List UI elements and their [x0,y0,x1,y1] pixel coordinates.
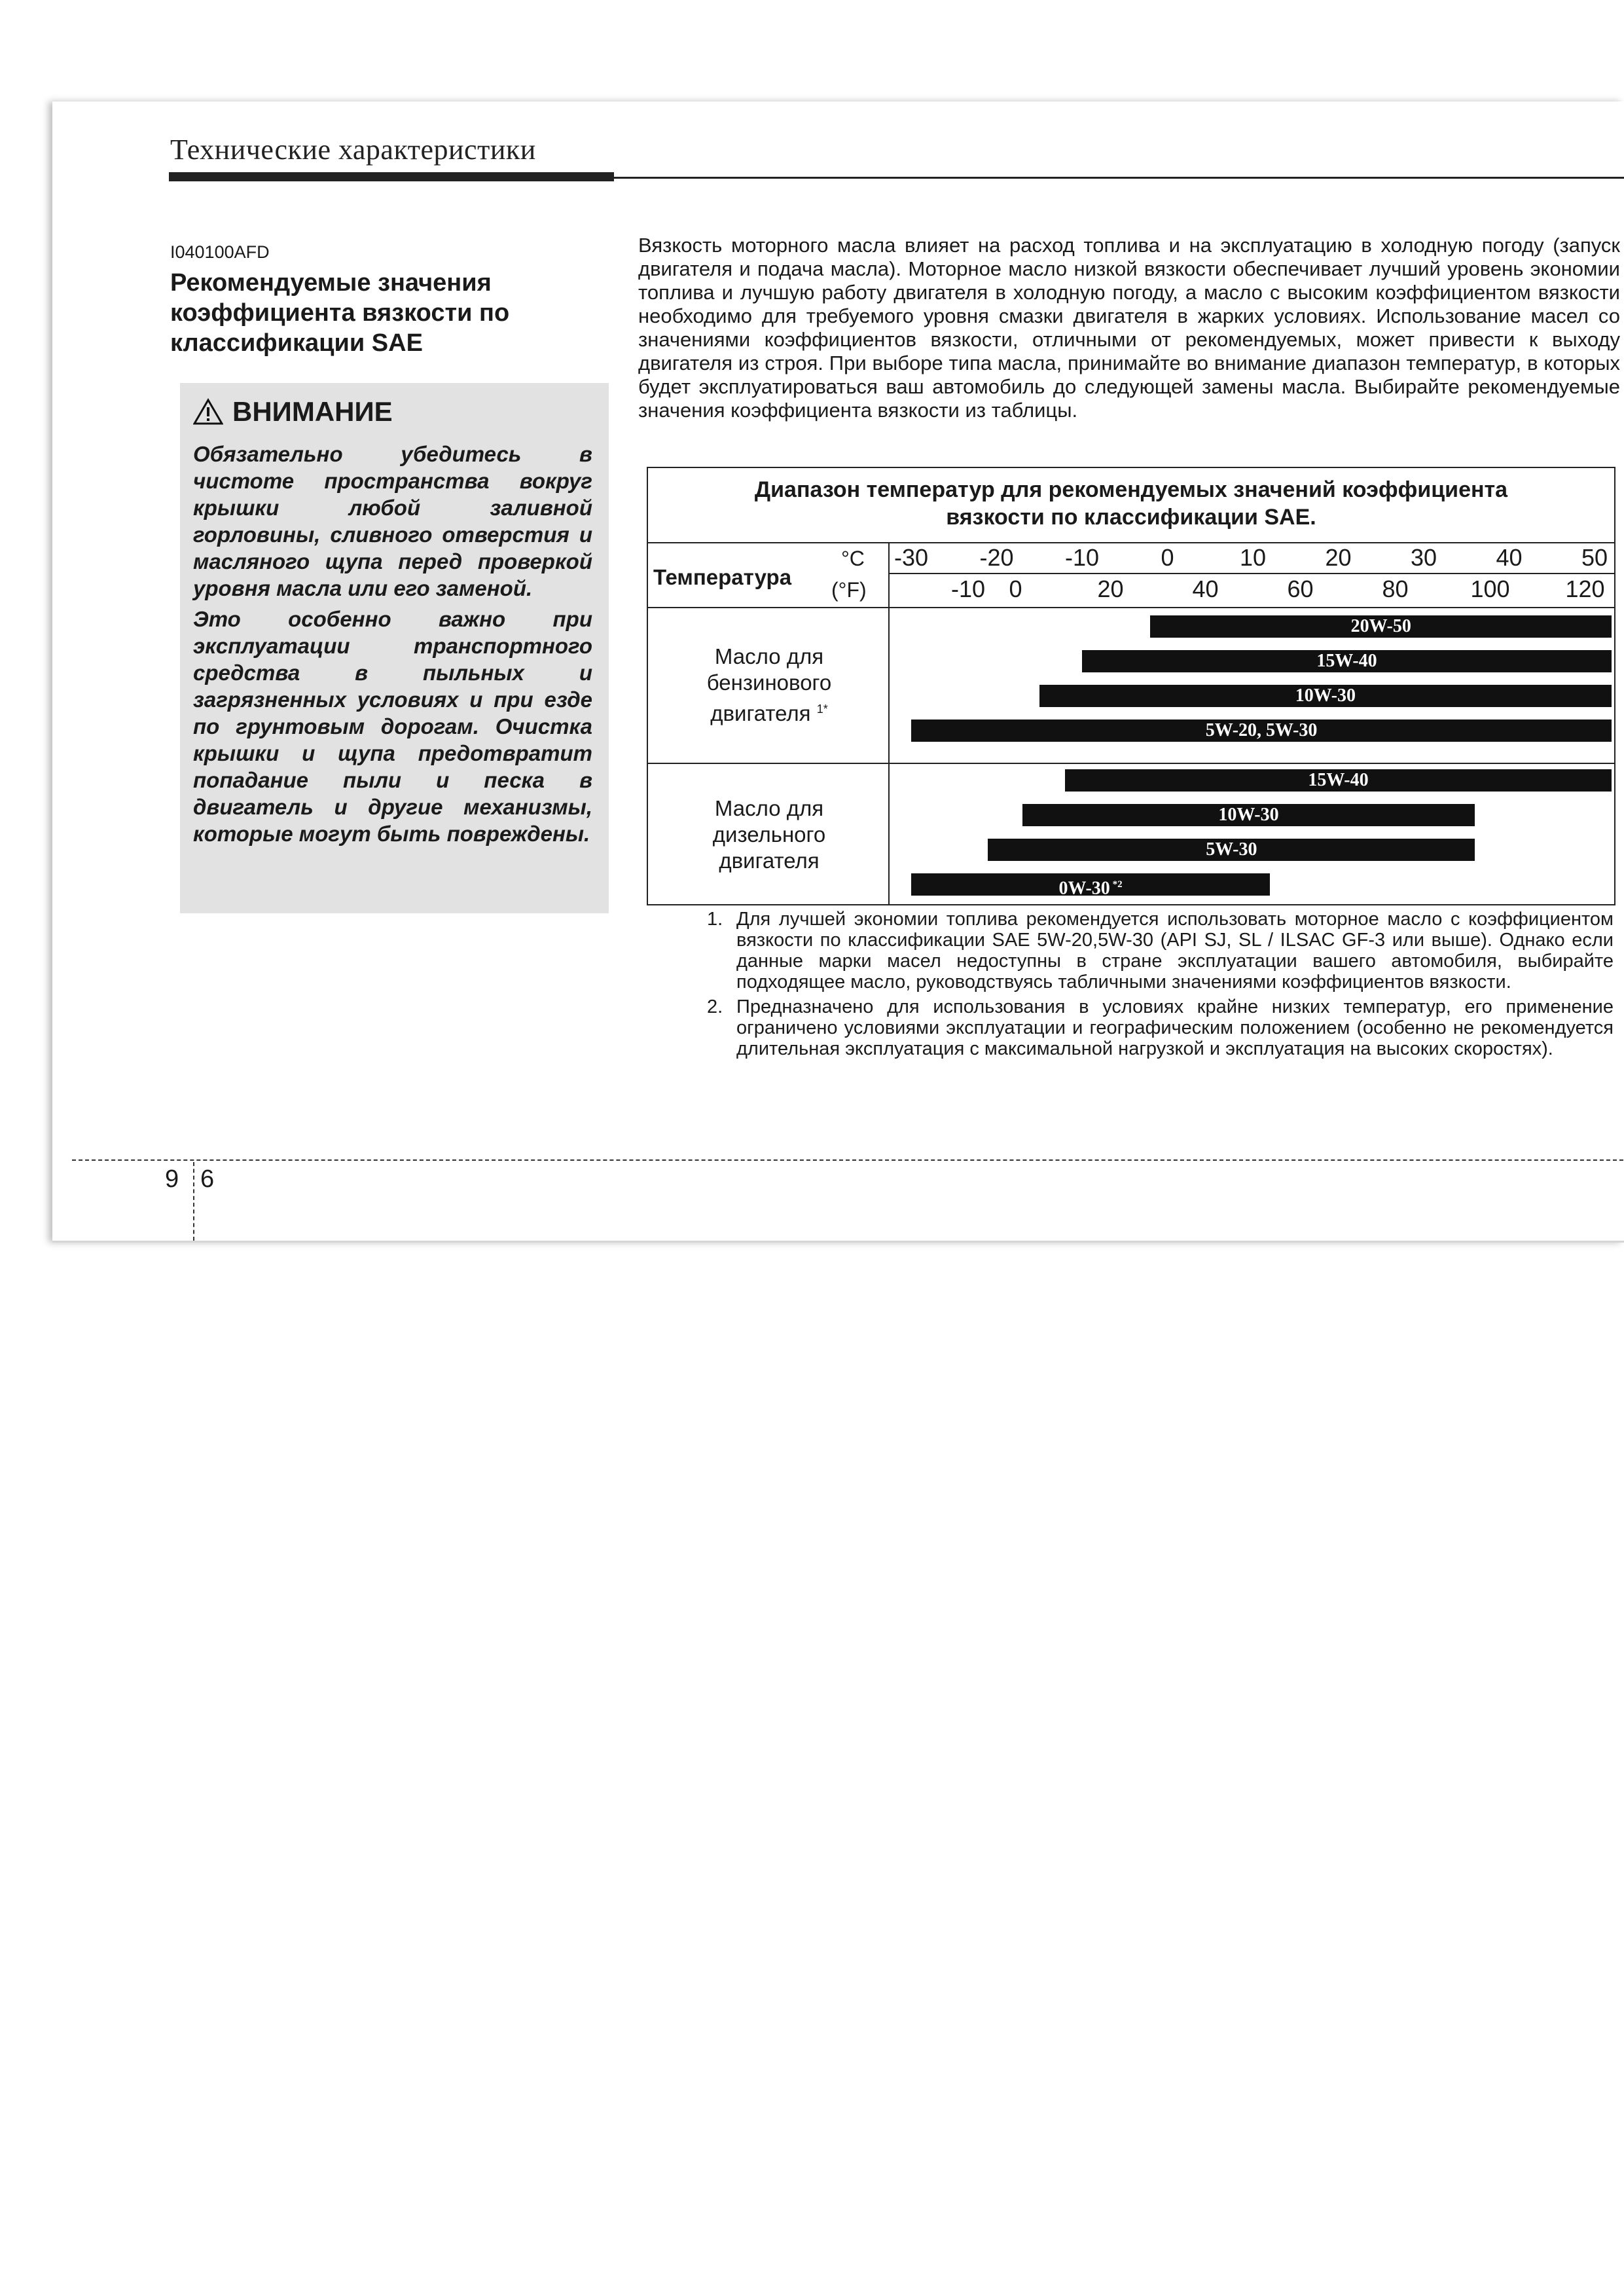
page-number-page: 6 [200,1165,215,1193]
footnote-text: Предназначено для использования в условиях крайне низких температур, его применение ограничено условиями эксплуатации и географическим положением (особенно не рекомендуется длительная эксплуатация с максимальной нагрузкой и эксплуатация на высоких скоростях). [736,996,1614,1059]
celsius-tick-label: 50 [1581,544,1608,571]
table-caption-line: вязкости по классификации SAE. [946,505,1316,530]
section-title-line: классификации SAE [170,329,423,357]
page-footer-rule [72,1159,1623,1161]
table-divider [888,543,890,905]
section-title-line: Рекомендуемые значения [170,269,492,297]
gasoline-oil-bar [1150,615,1612,638]
section-code: I040100AFD [170,242,270,262]
diesel-oil-label [661,795,877,874]
page-footer-divider [193,1162,194,1241]
fahrenheit-tick-label: -10 [950,575,986,602]
diesel-oil-grade: 15W-40 [1308,770,1369,790]
diesel-oil-grade: 0W-30 [1058,878,1110,899]
celsius-tick-label: 40 [1496,544,1523,571]
diesel-oil-bar [911,873,1270,899]
diesel-oil-bar [988,839,1475,861]
gasoline-oil-label-line: Масло для [714,644,824,668]
diesel-oil-label-line: Масло для [714,796,824,820]
table-divider [648,763,1614,764]
gasoline-oil-bar [911,720,1612,742]
celsius-tick-label: 20 [1325,544,1352,571]
gasoline-oil-label-line: бензинового [706,670,832,695]
table-caption [648,468,1614,543]
intro-paragraph: Вязкость моторного масла влияет на расход топлива и на эксплуатацию в холодную погоду (запуск двигателя и подача масла). Моторное масло низкой вязкости обеспечивает лучший уровень экономии топлива и лучшую работу двигателя в холодную погоду, а масло с высоким коэффициентом вязкости необходимо для требуемого уровня смазки двигателя в жарких условиях. Использование масел со значениями коэффициентов вязкости, отличными от рекомендуемых, может привести к выходу двигателя из строя. При выборе типа масла, принимайте во внимание диапазон температур, в которых будет эксплуатироваться ваш автомобиль до следующей замены масла. Выбирайте рекомендуемые значения коэффициента вязкости из таблицы. [638,234,1620,422]
gasoline-oil-label [661,644,877,727]
gasoline-oil-grade: 20W-50 [1350,616,1411,636]
viscosity-table [647,467,1615,905]
diesel-oil-grade: 5W-30 [1206,839,1257,860]
warning-paragraph: Обязательно убедитесь в чистоте пространства вокруг крышки любой заливной горловины, сливного отверстия и масляного щупа перед проверкой уровня масла или его заменой. [193,442,592,600]
celsius-tick-label: -30 [893,544,929,571]
page-number-chapter: 9 [165,1165,179,1193]
footnote [707,909,1614,993]
section-header [170,242,615,358]
gasoline-oil-grade: 15W-40 [1316,651,1377,671]
celsius-tick-label: 30 [1410,544,1437,571]
celsius-tick-label: 0 [1161,544,1174,571]
footnote-mark: *2 [1110,879,1123,890]
diesel-oil-bar [1022,804,1475,826]
section-title-line: коэффициента вязкости по [170,299,510,327]
diesel-oil-grade: 10W-30 [1218,805,1279,825]
celsius-tick-label: -10 [1064,544,1100,571]
warning-paragraph: Это особенно важно при эксплуатации транспортного средства в пыльных и загрязненных условиях и при езде по грунтовым дорогам. Очистка крышки и щупа предотвратит попадание пыли и песка в двигатель и другие механизмы, которые могут быть повреждены. [193,607,592,846]
fahrenheit-tick-label: 20 [1097,575,1124,602]
fahrenheit-tick-label: 100 [1470,575,1510,602]
footnote-number: 2. [707,996,723,1017]
header-rule [614,177,1624,179]
fahrenheit-unit: (°F) [831,578,867,602]
gasoline-oil-label-line: двигателя $^{1*}$ [710,701,828,725]
footnotes [707,909,1614,1063]
temperature-label: Температура [653,565,792,589]
footnote-number: 1. [707,909,723,930]
diesel-oil-label-line: дизельного [712,822,826,847]
celsius-tick-label: -20 [979,544,1014,571]
warning-body [193,441,592,851]
scan-background [0,0,1624,98]
warning-heading [193,396,393,428]
fahrenheit-tick-label: 0 [1009,575,1022,602]
footnote-mark: 1* [816,702,828,716]
footnote-text: Для лучшей экономии топлива рекомендуется использовать моторное масло с коэффициентом вязкости по классификации SAE 5W-20,5W-30 (API SJ, SL / ILSAC GF-3 или выше). Однако если данные марки масел недоступны в стране эксплуатации вашего автомобиля, выбирайте подходящее масло, руководствуясь табличными значениями коэффициентов вязкости. [736,909,1614,993]
running-header: Технические характеристики [170,134,536,166]
gasoline-oil-grade: 10W-30 [1295,685,1356,706]
manual-page [52,101,1624,1243]
table-caption-line: Диапазон температур для рекомендуемых значений коэффициента [754,477,1508,502]
table-divider [648,607,1614,608]
fahrenheit-tick-label: 80 [1382,575,1409,602]
header-bar [169,172,614,181]
warning-heading-text: ВНИМАНИЕ [232,396,393,427]
celsius-tick-label: 10 [1239,544,1267,571]
gasoline-oil-grade: 5W-20, 5W-30 [1205,720,1318,740]
gasoline-oil-bar [1082,650,1612,672]
diesel-oil-label-line: двигателя [719,848,820,873]
warning-box [180,383,609,913]
fahrenheit-tick-label: 40 [1192,575,1219,602]
warning-triangle-icon [193,398,223,426]
gasoline-oil-bar [1039,685,1612,707]
table-divider [890,573,1615,574]
footnote [707,996,1614,1059]
diesel-oil-bar [1065,769,1612,792]
celsius-unit: °C [841,547,865,570]
fahrenheit-tick-label: 60 [1287,575,1314,602]
fahrenheit-tick-label: 120 [1565,575,1605,602]
section-title [170,268,615,358]
